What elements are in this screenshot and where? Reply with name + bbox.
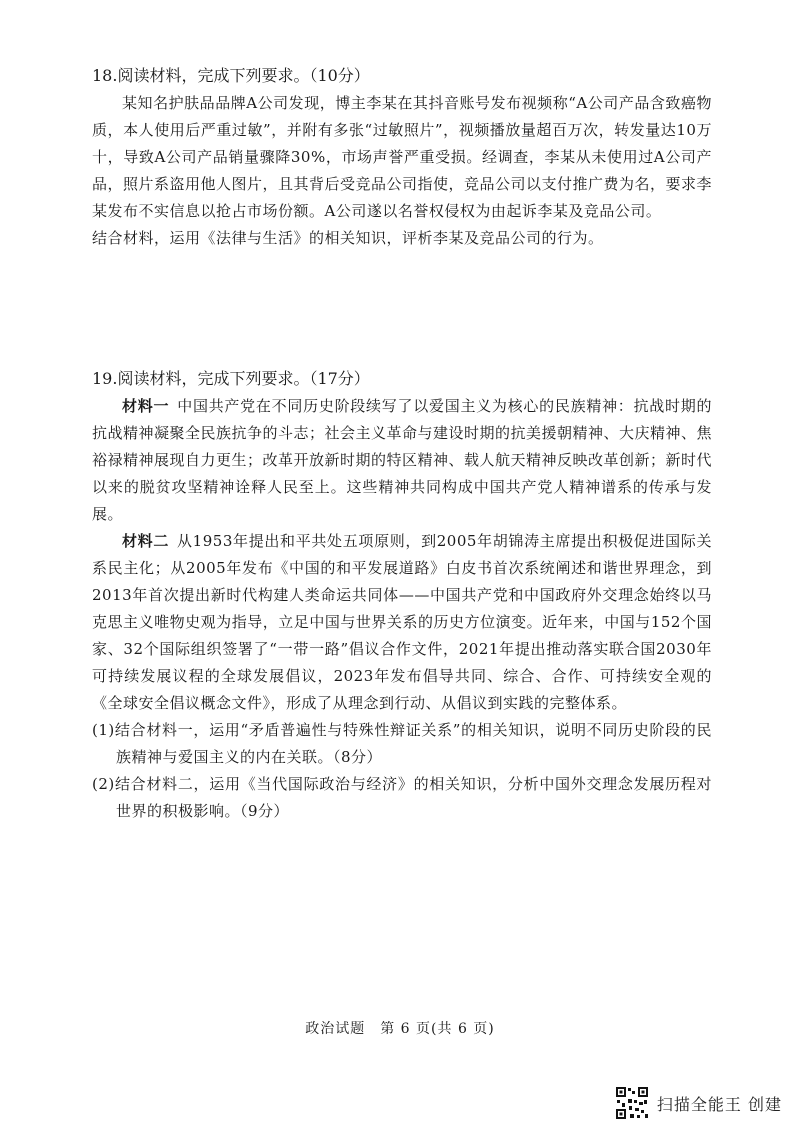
scanner-watermark [615,1086,782,1120]
question-19-material-1 [92,393,712,528]
question-18 [92,64,712,252]
question-19 [92,367,712,825]
question-18-title: 18.阅读材料，完成下列要求。（10分） [92,66,370,85]
material-2-label: 材料二 [122,532,170,550]
question-19-sub-1: (1)结合材料一，运用“矛盾普遍性与特殊性辩证关系”的相关知识，说明不同历史阶段的民族精神与爱国主义的内在关联。（8分） [92,721,712,766]
material-1-text: 中国共产党在不同历史阶段续写了以爱国主义为核心的民族精神：抗战时期的抗战精神凝聚全民族抗争的斗志；社会主义革命与建设时期的抗美援朝精神、大庆精神、焦裕禄精神展现自力更生；改革开放新时期的特区精神、载人航天精神反映改革创新；新时代以来的脱贫攻坚精神诠释人民至上。这些精神共同构成中国共产党人精神谱系的传承与发展。 [92,397,713,523]
question-19-material-2 [92,528,712,717]
question-18-material: 某知名护肤品品牌A公司发现，博主李某在其抖音账号发布视频称“A公司产品含致癌物质，本人使用后严重过敏”，并附有多张“过敏照片”，视频播放量超百万次，转发量达10万十，导致A公司产品销量骤降30%，市场声誉严重受损。经调查，李某从未使用过A公司产品，照片系盗用他人图片，且其背后受竞品公司指使，竞品公司以支付推广费为名，要求李某发布不实信息以抢占市场份额。A公司遂以名誉权侵权为由起诉李某及竞品公司。 [92,94,713,220]
qr-code-icon [615,1086,649,1120]
question-19-sub-2: (2)结合材料二，运用《当代国际政治与经济》的相关知识，分析中国外交理念发展历程对世界的积极影响。（9分） [92,775,712,820]
material-2-text: 从1953年提出和平共处五项原则，到2005年胡锦涛主席提出积极促进国际关系民主化；从2005年发布《中国的和平发展道路》白皮书首次系统阐述和谐世界理念，到2013年首次提出新时代构建人类命运共同体——中国共产党和中国政府外交理念始终以马克思主义唯物史观为指导，立足中国与世界关系的历史方位演变。近年来，中国与152个国家、32个国际组织签署了“一带一路”倡议合作文件，2021年提出推动落实联合国2030年可持续发展议程的全球发展倡议，2023年发布倡导共同、综合、合作、可持续安全观的《全球安全倡议概念文件》，形成了从理念到行动、从倡议到实践的完整体系。 [92,532,712,712]
question-19-title: 19.阅读材料，完成下列要求。（17分） [92,369,370,388]
page-footer: 政治试题 第 6 页(共 6 页) [305,1021,495,1037]
question-18-requirement: 结合材料，运用《法律与生活》的相关知识，评析李某及竞品公司的行为。 [92,229,604,247]
scanner-badge-text: 扫描全能王 创建 [656,1094,782,1114]
material-1-label: 材料一 [122,397,170,415]
